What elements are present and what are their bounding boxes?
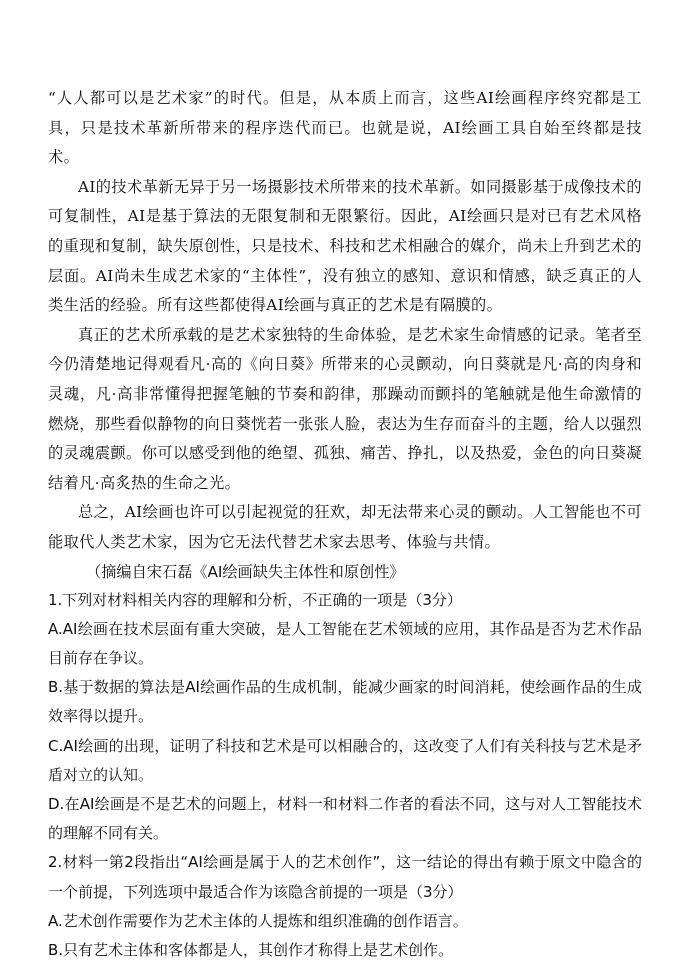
question-1 xyxy=(48,586,642,849)
question-1-option-a: A.AI绘画在技术层面有重大突破，是人工智能在艺术领域的应用，其作品是否为艺术作品目前存在争议。 xyxy=(48,619,642,667)
source-citation: （摘编自宋石磊《AI绘画缺失主体性和原创性》 xyxy=(86,562,405,581)
passage-paragraph-3: 真正的艺术所承载的是艺术家独特的生命体验，是艺术家生命情感的记录。笔者至今仍清楚地记得观看凡·高的《向日葵》所带来的心灵颤动，向日葵就是凡·高的肉身和灵魂，凡·高非常懂得把握笔触的节奏和韵律，那躁动而颤抖的笔触就是他生命激情的燃烧，那些看似静物的向日葵恍若一张张人脸，表达为生存而奋斗的主题，给人以强烈的灵魂震颤。你可以感受到他的绝望、孤独、痛苦、挣扎，以及热爱，金色的向日葵凝结着凡·高炙热的生命之光。 xyxy=(48,325,642,492)
passage-paragraph-2: AI的技术革新无异于另一场摄影技术所带来的技术革新。如同摄影基于成像技术的可复制性，AI是基于算法的无限复制和无限繁衍。因此，AI绘画只是对已有艺术风格的重现和复制，缺失原创性，只是技术、科技和艺术相融合的媒介，尚未上升到艺术的层面。AI尚未生成艺术家的“主体性”，没有独立的感知、意识和情感，缺乏真正的人类生活的经验。所有这些都使得AI绘画与真正的艺术是有隔膜的。 xyxy=(48,177,642,315)
question-2 xyxy=(48,848,642,965)
question-1-option-d: D.在AI绘画是不是艺术的问题上，材料一和材料二作者的看法不同，这与对人工智能技术的理解不同有关。 xyxy=(48,794,642,843)
document-page xyxy=(48,84,642,965)
question-1-option-c: C.AI绘画的出现，证明了科技和艺术是可以相融合的，这改变了人们有关科技与艺术是矛盾对立的认知。 xyxy=(48,736,642,784)
question-1-option-b: B.基于数据的算法是AI绘画作品的生成机制，能减少画家的时间消耗，使绘画作品的生成效率得以提升。 xyxy=(48,678,642,726)
question-2-option-a: A.艺术创作需要作为艺术主体的人提炼和组织准确的创作语言。 xyxy=(48,911,468,930)
passage-paragraph-4: 总之，AI绘画也许可以引起视觉的狂欢，却无法带来心灵的颤动。人工智能也不可能取代人类艺术家，因为它无法代替艺术家去思考、体验与共情。 xyxy=(48,503,642,551)
passage-paragraph-1: “人人都可以是艺术家”的时代。但是，从本质上而言，这些AI绘画程序终究都是工具，只是技术革新所带来的程序迭代而已。也就是说，AI绘画工具自始至终都是技术。 xyxy=(48,89,642,167)
question-2-stem: 2.材料一第2段指出“AI绘画是属于人的艺术创作”，这一结论的得出有赖于原文中隐含的一个前提，下列选项中最适合作为该隐含前提的一项是（3分） xyxy=(48,853,642,901)
question-2-option-b: B.只有艺术主体和客体都是人，其创作才称得上是艺术创作。 xyxy=(48,940,454,959)
question-1-stem: 1.下列对材料相关内容的理解和分析，不正确的一项是（3分） xyxy=(48,590,462,609)
